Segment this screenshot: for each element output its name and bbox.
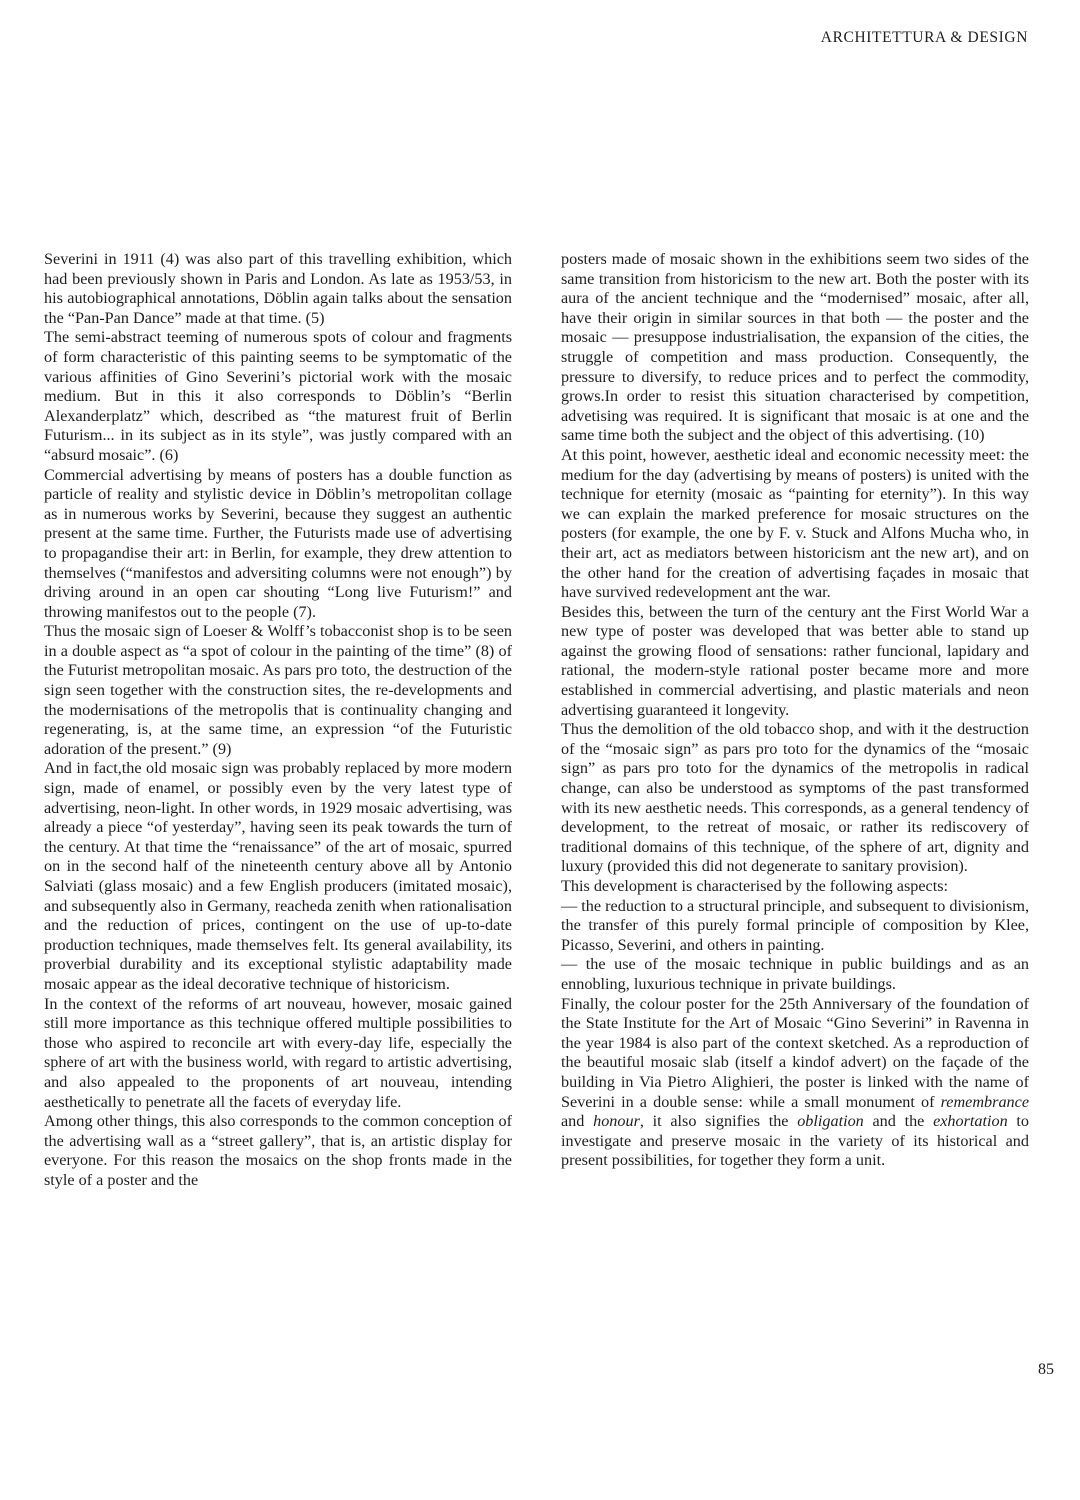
paragraph: Thus the mosaic sign of Loeser & Wolff’s tobacconist shop is to be seen in a double aspect as “a spot of colour in the painting of the time” (8) of the Futurist metropolitan mosaic. As pars pro toto, the destruction of the sign seen together with the construction sites, the re-developments and the modernisations of the metropolis that is continuality changing and regenerating, is, at the same time, an expression “of the Futuristic adoration of the present.” (9) [44,622,512,758]
paragraph-final [561,995,1029,1171]
closing-text: , it also signifies the [639,1112,798,1131]
paragraph: In the context of the reforms of art nouveau, however, mosaic gained still more importance as this technique offered multiple possibilities to those who aspired to reconcile art with every-day life, especially the sphere of art with the business world, with regard to artistic advertising, and also appealed to the proponents of art nouveau, intending aesthetically to penetrate all the facets of everyday life. [44,994,512,1111]
paragraph: And in fact,the old mosaic sign was probably replaced by more modern sign, made of enamel, or possibly even by the very latest type of advertising, neon-light. In other words, in 1929 mosaic advertising, was already a piece “of yesterday”, having seen its peak towards the turn of the century. At that time the “renaissance” of the art of mosaic, spurred on in the second half of the nineteenth century above all by Antonio Salviati (glass mosaic) and a few English producers (imitated mosaic), and subsequently also in Germany, reacheda zenith when rationalisation and the reduction of prices, contingent on the use of up-to-date production techniques, made themselves felt. Its general availability, its proverbial durability and its exceptional stylistic adaptability made mosaic appear as the ideal decorative technique of historicism. [44,759,512,993]
emphasis-obligation: obligation [797,1112,864,1131]
paragraph: This development is characterised by the following aspects: [561,877,949,895]
paragraph: posters made of mosaic shown in the exhibitions seem two sides of the same transition from historicism to the new art. Both the poster with its aura of the ancient technique and the “modernised” mosaic, after all, have their origin in similar sources in that both — the poster and the mosaic — presuppose industrialisation, the expansion of the cities, the struggle of competition and mass production. Consequently, the pressure to diversify, to reduce prices and to perfect the commodity, grows.In order to resist this situation characterised by competition, advetising was required. It is significant that mosaic is at one and the same time both the subject and the object of this advertising. (10) [561,250,1029,445]
paragraph: Commercial advertising by means of posters has a double function as particle of reality and stylistic device in Döblin’s metropolitan collage as in numerous works by Severini, because they suggest an authentic present at the same time. Further, the Futurists made use of advertising to propagandise their art: in Berlin, for example, they drew attention to themselves (“manifestos and adversiting columns were not enough”) by driving around in an open car shouting “Long live Futurism!” and throwing manifestos out to the people (7). [44,465,512,621]
list-item: — the reduction to a structural principle, and subsequent to divisionism, the transfer of this purely formal principle of composition by Klee, Picasso, Severini, and others in painting. [561,896,1029,954]
paragraph: The semi-abstract teeming of numerous spots of colour and fragments of form characteristic of this painting seems to be symptomatic of the various affinities of Gino Severini’s pictorial work with the mosaic medium. But in this it also corresponds to Döblin’s “Berlin Alexanderplatz” which, described as “the maturest fruit of Berlin Futurism... in its subject as in its style”, was justly compared with an “absurd mosaic”. (6) [44,328,512,464]
paragraph: Besides this, between the turn of the century ant the First World War a new type of poster was developed that was better able to stand up against the growing flood of sensations: rather funcional, lapidary and rational, the modern-style rational poster became more and more established in commercial advertising, and plastic materials and neon advertising guaranteed it longevity. [561,602,1029,719]
paragraph: At this point, however, aesthetic ideal and economic necessity meet: the medium for the day (advertising by means of posters) is united with the technique for eternity (mosaic as “painting for eternity”). In this way we can explain the marked preference for mosaic structures on the posters (for example, the one by F. v. Stuck and Alfons Mucha who, in their art, act as mediators between historicism ant the new art), and on the other hand for the creation of advertising façades in mosaic that have survived redevelopment ant the war. [561,445,1029,602]
paragraph: Severini in 1911 (4) was also part of this travelling exhibition, which had been previously shown in Paris and London. As late as 1953/53, in his autobiographical annotations, Döblin again talks about the sensation the “Pan-Pan Dance” made at that time. (5) [44,250,512,327]
left-column [44,250,512,1191]
closing-text: and [561,1112,594,1131]
closing-text: and the [863,1112,934,1131]
closing-text: to investigate and preserve mosaic in the variety of its historical and present possibilities, for together they form a unit. [561,1112,1030,1170]
emphasis-remembrance: remembrance [940,1092,1030,1111]
emphasis-exhortation: exhortation [933,1112,1008,1131]
paragraph-final-text: Finally, the colour poster for the 25th Anniversary of the foundation of the State Institute for the Art of Mosaic “Gino Severini” in Ravenna in the year 1984 is also part of the context sketched. As a reproduction of the beautiful mosaic slab (itself a kindof advert) on the façade of the building in Via Pietro Alighieri, the poster is linked with the name of Severini in a double sense: while a small monument of [561,994,1029,1111]
page-number: 85 [1038,1361,1054,1378]
running-header: ARCHITETTURA & DESIGN [820,29,1028,46]
right-column [561,250,1029,1171]
paragraph: Thus the demolition of the old tobacco shop, and with it the destruction of the “mosaic sign” as pars pro toto for the dynamics of the “mosaic sign” as pars pro toto for the dynamics of the metropolis in radical change, can also be understood as symptoms of the past transformed with its new aesthetic needs. This corresponds, as a general tendency of development, to the retreat of mosaic, or rather its rediscovery of traditional domains of this technique, of the sphere of art, dignity and luxury (provided this did not degenerate to sanitary provision). [561,720,1029,876]
paragraph: Among other things, this also corresponds to the common conception of the advertising wall as a “street gallery”, that is, an artistic display for everyone. For this reason the mosaics on the shop fronts made in the style of a poster and the [44,1112,512,1189]
list-item: — the use of the mosaic technique in public buildings and as an ennobling, luxurious technique in private buildings. [561,955,1029,993]
emphasis-honour: honour [593,1112,640,1131]
